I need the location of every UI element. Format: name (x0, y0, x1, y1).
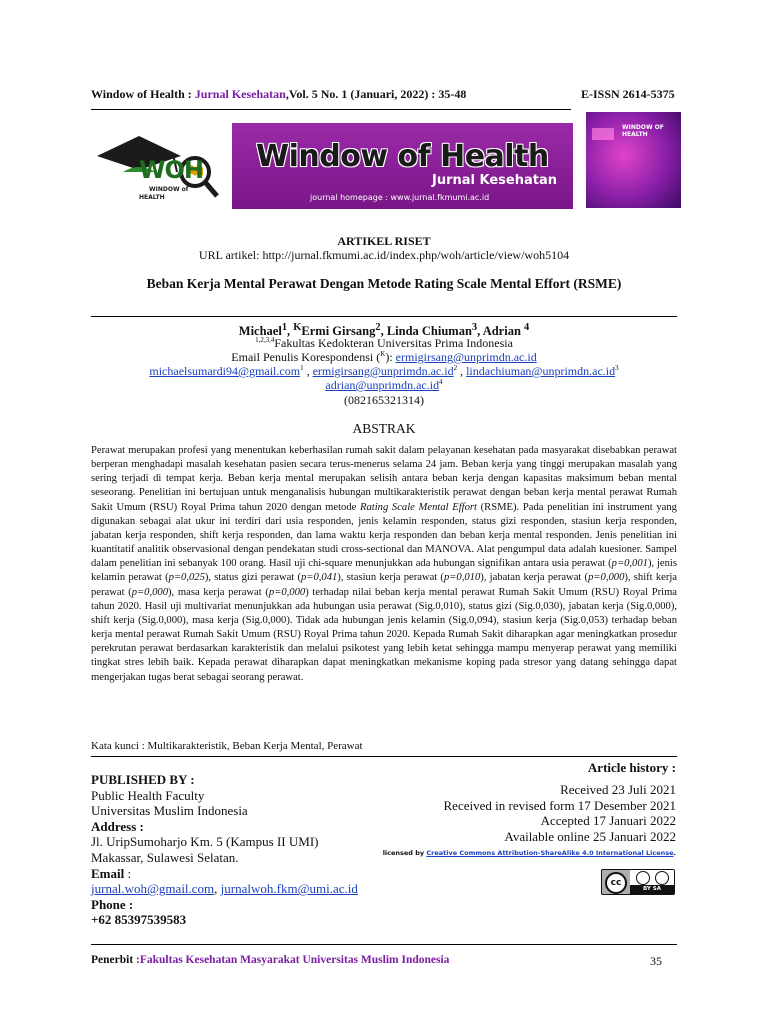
header-separator: : (184, 87, 195, 101)
pvalue-5: p=0,000 (588, 572, 625, 584)
address-line-1: Jl. UripSumoharjo Km. 5 (Kampus II UMI) (91, 834, 319, 850)
history-received: Received 23 Juli 2021 (560, 781, 676, 797)
person-icon (636, 871, 650, 885)
affiliation (91, 336, 677, 351)
license-link[interactable]: Creative Commons Attribution-ShareAlike 4.0 International License (426, 849, 674, 857)
author-3: Linda Chiuman (386, 324, 472, 339)
article-url: URL artikel: http://jurnal.fkmumi.ac.id/index.php/woh/article/view/woh5104 (198, 248, 570, 262)
corresponding-mark: K (293, 322, 302, 333)
journal-cover-image (586, 112, 681, 208)
pvalue-7: p=0,000 (268, 586, 306, 598)
email-label-end: ): (385, 350, 396, 364)
sharealike-icon (655, 871, 669, 885)
footer-penerbit: Penerbit (91, 954, 134, 966)
pvalue-6: p=0,000 (131, 586, 169, 598)
history-accepted: Accepted 17 Januari 2022 (540, 813, 676, 829)
abstract-part-2: (RSME). Pada penelitian ini instrument yang digunakan sebagai alat ukur ini terdiri dari usia responden, jenis kelamin responden, status gizi responden, stasiun kerja responden, jabatan kerja responden, shift kerja responden, dan lama waktu kerja responden dan beban kerja mental responden. Jenis penelitian ini kuantitatif analitik observasional dengan pendekatan studi cross-sectional dan MANOVA. Alat pengumpul data adalah kuesioner. Sampel dalam penelitian ini sebanyak 100 orang. Hasil uji chi-square menunjukkan ada hubungan signifikan antara usia perawat ( (91, 501, 677, 570)
author-email-4-line (91, 378, 677, 393)
email2-sup: 2 (453, 364, 458, 372)
journal-email-link-1[interactable]: jurnal.woh@gmail.com (91, 881, 215, 897)
journal-banner (232, 123, 573, 209)
title-rule (91, 316, 677, 317)
woh-logo (93, 126, 225, 210)
author-4: Adrian (482, 324, 521, 339)
abstract-sep-6: ), masa kerja perawat ( (168, 586, 269, 598)
logo-caption-2: HEALTH (139, 194, 165, 201)
abstract-sep-1: ), jenis kelamin perawat ( (91, 558, 677, 584)
address-label: Address : (91, 818, 144, 834)
keywords: Kata kunci : Multikarakteristik, Beban Kerja Mental, Perawat (91, 740, 363, 752)
header-rule (91, 109, 571, 110)
cover-emblem (592, 128, 614, 140)
pvalue-1: p=0,001 (611, 558, 648, 570)
affiliation-text: Fakultas Kedokteran Universitas Prima Indonesia (274, 336, 513, 350)
email3-sup: 3 (615, 364, 619, 372)
published-label: PUBLISHED BY : (91, 772, 195, 787)
email-link-4[interactable]: adrian@unprimdn.ac.id (325, 378, 440, 392)
cover-title: WINDOW OF HEALTH (622, 124, 664, 138)
author-line: Michael$^1$, $^K$Ermi Girsang$^2$, Linda Chiuman$^3$, Adrian $^4$ (238, 322, 530, 339)
article-type: ARTIKEL RISET (337, 234, 431, 248)
author-phone: (082165321314) (344, 393, 424, 407)
banner-homepage: journal homepage : www.jurnal.fkmumi.ac.id (310, 193, 490, 202)
history-label: Article history : (587, 760, 676, 775)
author-3-sup: 3 (471, 322, 478, 333)
author-1-sup: 1 (281, 322, 288, 333)
volume-info: ,Vol. 5 No. 1 (Januari, 2022) : 35-48 (285, 87, 467, 101)
abstract-sep-2: ), status gizi perawat ( (204, 572, 301, 584)
email-mark: K (380, 350, 386, 358)
banner-title: Window of Health (256, 139, 549, 174)
email4-sup: 4 (439, 378, 443, 386)
abstract-heading: ABSTRAK (352, 421, 416, 436)
pvalue-2: p=0,025 (168, 572, 205, 584)
article-history (444, 760, 676, 845)
abstract-part-1: Perawat merupakan profesi yang menentukan keberhasilan rumah sakit dalam pelayanan kesehatan pada masyarakat disebabkan perawat berperan menghadapi masalah kesehatan pasien secara terus-menerus selama 24 jam. Beban kerja yang tinggi merupakan masalah yang sering terjadi di tempat kerja. Beban kerja mental merupakan selisih antara beban kerja dengan kapasitas maksimum beban mental seseorang. Penelitian ini bertujuan untuk menganalisis hubungan multikarakteristik perawat dengan beban kerja mental perawat Rumah Sakit Umum (RSU) Royal Prima tahun 2020 dengan metode (91, 445, 677, 513)
page-number: 35 (650, 954, 662, 968)
corresponding-email-line (91, 350, 677, 365)
article-title: Beban Kerja Mental Perawat Dengan Metode Rating Scale Mental Effort (RSME) (146, 276, 622, 291)
published-by-block (91, 772, 358, 928)
footer-publisher-name: :Fakultas Kesehatan Masyarakat Universitas Muslim Indonesia (133, 954, 450, 966)
author-4-sup: 4 (524, 322, 530, 333)
cc-icon: cc (605, 872, 627, 894)
email-colon: : (124, 865, 132, 881)
author-1: Michael (238, 324, 282, 339)
address-line-2: Makassar, Sulawesi Selatan. (91, 849, 239, 865)
footer-rule (91, 944, 677, 945)
publisher-line-2: Universitas Muslim Indonesia (91, 803, 248, 819)
email-link-1[interactable]: michaelsumardi94@gmail.com (149, 364, 301, 378)
journal-email-link-2[interactable]: jurnalwoh.fkm@umi.ac.id (220, 881, 358, 897)
author-emails: michaelsumardi94@gmail.com$^1$ , $ermigirsang@unprimdn.ac.id^2$ , $lindachiuman@unprimdn.ac.id^3$ (149, 364, 619, 378)
banner-subtitle: Jurnal Kesehatan (432, 173, 557, 188)
publisher-line-1: Public Health Faculty (91, 787, 205, 803)
running-header (91, 87, 466, 102)
journal-subtitle: Jurnal Kesehatan (194, 87, 286, 101)
logo-caption-1: WINDOW of (149, 186, 189, 193)
email1-sup: 1 (300, 364, 304, 372)
keywords-rule (91, 756, 677, 757)
journal-name: Window of Health (91, 87, 185, 101)
cc-by-sa-badge[interactable] (601, 869, 675, 895)
abstract-sep-5: ), shift kerja perawat ( (91, 572, 677, 598)
abstract-part-3: ) terhadap nilai beban kerja mental perawat Rumah Sakit Umum (RSU) Royal Prima tahun 2020. Hasil uji multivariat menunjukkan ada hubungan usia perawat (Sig.0,010), status gizi (Sig.0,030), jabatan kerja (Sig.0,000), shift kerja (Sig.0,000), masa kerja (Sig.0,000). Tidak ada hubungan jenis kelamin (Sig.0,094), stasiun kerja (Sig.0,053) terhadap beban kerja mental perawat Rumah Sakit Umum (RSU) Royal Prima tahun 2020. Kepada Rumah Sakit diharapkan agar meningkatkan prosedur perekrutan perawat berdasarkan karakteristik dan melalui psikotest yang lebih ketat sehingga mampu menyerap perawat yang memiliki tingkat stres lebih baik. Kepada perawat diharapkan dapat meningkatkan mekanisme koping pada stresor yang datang sehingga dapat mengerjakan tugas berat sebagai seorang perawat. (91, 586, 678, 683)
cc-label: BY SA (630, 885, 674, 894)
abstract-sep-4: ), jabatan kerja perawat ( (480, 572, 589, 584)
logo-letters: WOH (139, 156, 203, 184)
history-online: Available online 25 Januari 2022 (504, 829, 676, 845)
history-revised: Received in revised form 17 Desember 2021 (443, 797, 676, 813)
journal-email-sep: , (214, 881, 221, 897)
abstract-sep-3: ), stasiun kerja perawat ( (337, 572, 444, 584)
pvalue-3: p=0,041 (301, 572, 338, 584)
email-link-3[interactable]: lindachiuman@unprimdn.ac.id (466, 364, 616, 378)
affiliation-sup: 1,2,3,4 (255, 336, 275, 344)
email-link-2[interactable]: ermigirsang@unprimdn.ac.id (312, 364, 454, 378)
footer-publisher (91, 954, 449, 966)
author-2: Ermi Girsang (301, 324, 376, 339)
eissn: E-ISSN 2614-5375 (581, 87, 675, 101)
license-prefix: licensed by (382, 849, 427, 857)
email-label: Email Penulis Korespondensi ( (231, 350, 381, 364)
abstract-body (91, 444, 677, 685)
author-2-sup: 2 (375, 322, 381, 333)
pvalue-4: p=0,010 (443, 572, 481, 584)
license-end: . (673, 849, 676, 857)
phone-label: Phone : (91, 896, 134, 912)
journal-phone: +62 85397539583 (91, 912, 187, 928)
abstract-method: Rating Scale Mental Effort (360, 501, 477, 513)
corresponding-email-link[interactable]: ermigirsang@unprimdn.ac.id (395, 350, 537, 364)
license-line (383, 849, 676, 857)
email-label-bold: Email (91, 865, 125, 881)
cc-icons-strip (630, 870, 674, 885)
